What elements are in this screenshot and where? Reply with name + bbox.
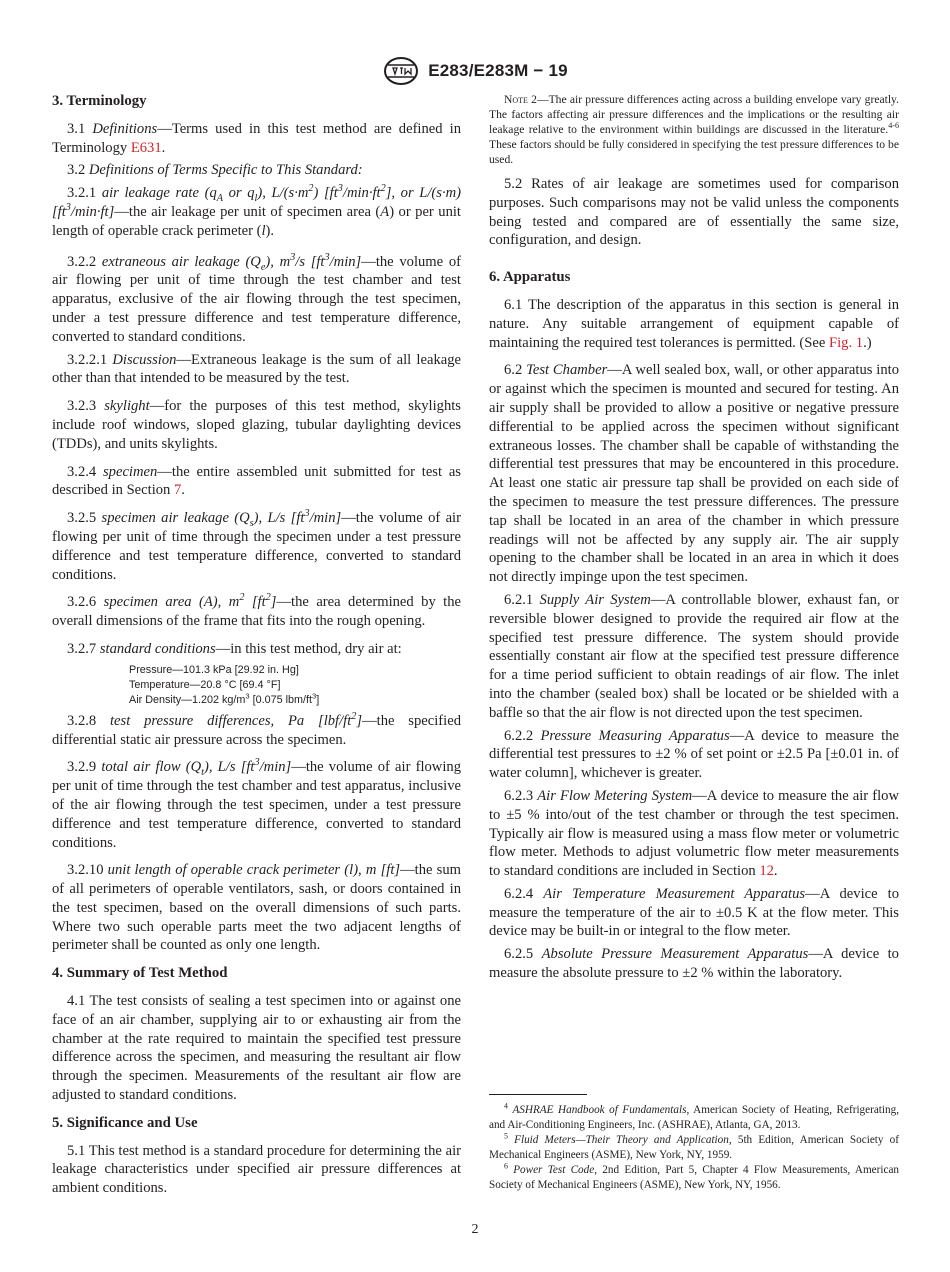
para-3-2-1: 3.2.1 air leakage rate ($q_A$ or $q_l$), $L/(s\cdot m^2)$ $[ft^3/\min\cdot ft^2]$, or L/(s·m) $[ft^3/\min\cdot ft]—the$ air leakage per unit of specimen area (A) or per unit length of operable crack perimeter (l).	[52, 183, 462, 239]
link-fig-1[interactable]: Fig. 1	[829, 334, 864, 351]
para-6-2-3: 6.2.3 Air Flow Metering System—A device to measure the air flow to ±5 % into/out of the test chamber or through the test specimen. Typically air flow is measured using a mass flow meter or volumetric flow meter. Methods to adjust volumetric flow meter measurements to standard conditions are included in Section 12.	[489, 787, 899, 880]
section-3-heading: 3. Terminology	[52, 93, 147, 109]
para-3-2-6: 3.2.6 specimen area (A), $m^2$ $[ft^2]—the$ area determined by the overall dimensions of the frame that fits into the rough opening.	[52, 592, 462, 630]
link-e631[interactable]: E631	[130, 139, 162, 156]
footnote-4: $^4$ ASHRAE Handbook of Fundamentals, American Society of Heating, Refrigerating, and Air-Conditioning Engineers, Inc. (ASHRAE), Atlanta, GA, 2013.	[489, 1101, 899, 1131]
para-5-1: 5.1 This test method is a standard procedure for determining the air leakage characteristics under specified air pressure differences at ambient conditions.	[52, 1142, 461, 1197]
para-3-2: 3.2 Definitions of Terms Specific to This Standard:	[67, 162, 363, 179]
footnote-5: $^5$ Fluid Meters—Their Theory and Application, 5th Edition, American Society of Mechanical Engineers (ASME), New York, NY, 1959.	[489, 1131, 899, 1161]
para-3-2-2: 3.2.2 extraneous air leakage $(Q_e)$, $m^3/s$ $[ft^3/\min]—the$ volume of air flowing per unit of time through the test chamber and test apparatus, exclusive of the air flowing through the test specimen, under a test pressure difference and test temperature difference, converted to standard conditions.	[52, 251, 461, 345]
para-3-2-5: 3.2.5 specimen air leakage $(Q_s)$, L/s $[ft^3/\min]—the$ volume of air flowing per unit of time through the specimen under a test pressure difference and test temperature difference, converted to standard conditions.	[52, 508, 461, 583]
condition-pressure: Pressure—101.3 kPa [29.92 in. Hg]	[129, 663, 299, 676]
para-3-2-10: 3.2.10 unit length of operable crack perimeter (l), m [ft]—the sum of all perimeters of operable ventilators, sash, or doors contained in the test specimen, based on the overall dimensions of such parts. Where two such operable parts meet the two adjacent lengths of perimeter shall be counted as only one length.	[52, 862, 462, 954]
footnote-6: $^6$ Power Test Code, 2nd Edition, Part 5, Chapter 4 Flow Measurements, American Society of Mechanical Engineers (ASME), New York, NY, 1956.	[489, 1161, 900, 1191]
footnote-divider	[489, 1094, 587, 1095]
para-5-2: 5.2 Rates of air leakage are sometimes used for comparison purposes. Such comparisons may not be valid unless the components being tested and compared are of essentially the same size, configuration, and design.	[489, 176, 899, 249]
note-2: Note 2—The air pressure differences acting across a building envelope vary greatly. The factors affecting air pressure differences and the implications or the resulting air leakage relative to the environment within buildings are discussed in the literature.$^{4-6}$ These factors should be fully considered in specifying the test pressure differences to be used.	[489, 93, 899, 166]
para-3-2-2-1: 3.2.2.1 Discussion—Extraneous leakage is the sum of all leakage other than that intended to be measured by the test.	[52, 351, 461, 387]
standard-conditions-list	[129, 663, 461, 708]
para-6-2-4: 6.2.4 Air Temperature Measurement Apparatus—A device to measure the temperature of the air to ±0.5 K at the flow meter. This device may be built-in or integral to the flow meter.	[489, 885, 899, 940]
left-column	[52, 92, 461, 1202]
designation: E283/E283M − 19	[428, 61, 568, 80]
para-6-2-2: 6.2.2 Pressure Measuring Apparatus—A device to measure the differential test pressures to ±2 % of set point or ±2.5 Pa [±0.01 in. of water column], whichever is greater.	[489, 727, 899, 782]
para-3-1: 3.1 Definitions—Terms used in this test method are defined in Terminology E631.	[52, 120, 461, 156]
footnotes	[489, 1103, 899, 1194]
para-3-2-9: 3.2.9 total air flow $(Q_t)$, L/s $[ft^3/\min]—the$ volume of air flowing per unit of time through the test chamber and test apparatus, inclusive of the air flowing through the test specimen, under a test pressure difference and test temperature difference, converted to standard conditions.	[52, 757, 461, 851]
para-3-2-3: 3.2.3 skylight—for the purposes of this test method, skylights include roof windows, sloped glazing, tubular daylighting devices (TDDs), and units skylights.	[52, 398, 461, 452]
condition-temperature: Temperature—20.8 °C [69.4 °F]	[129, 678, 281, 691]
para-3-2-8: 3.2.8 test pressure differences, Pa $[lbf/ft^2]—the$ specified differential static air pressure across the specimen.	[52, 710, 461, 748]
para-6-1: 6.1 The description of the apparatus in this section is general in nature. Any suitable arrangement of equipment capable of maintaining the required test tolerances is permitted. (See Fig. 1.)	[489, 296, 899, 351]
para-6-2: 6.2 Test Chamber—A well sealed box, wall, or other apparatus into or against which the specimen is mounted and secured for testing. An air supply shall be provided to allow a positive or negative pressure differential to be applied across the specimen without significant extraneous losses. The chamber shall be capable of withstanding the differential test pressures that may be encountered in this procedure. At least one static air pressure tap shall be provided on each side of the specimen to measure the test pressure differences. The pressure tap shall be located in an area of the chamber in which pressure readings will not be affected by any supply air. The air supply opening to the chamber shall be located in an area in which it does not directly impinge upon the test specimen.	[489, 362, 899, 586]
para-3-2-4: 3.2.4 specimen—the entire assembled unit submitted for test as described in Section 7.	[52, 463, 461, 499]
para-4-1: 4.1 The test consists of sealing a test specimen into or against one face of an air chamber, supplying air to or exhausting air from the chamber at the rate required to maintain the specified test pressure difference across the specimen, and measuring the resultant air flow through the specimen. Measurements of the resultant air flow are adjusted to standard conditions.	[52, 993, 461, 1104]
astm-logo-icon	[382, 56, 420, 86]
section-6-heading: 6. Apparatus	[489, 269, 571, 286]
section-4-heading: 4. Summary of Test Method	[52, 965, 228, 982]
condition-density: Air Density—1.202 $kg/m^3$ [0.075 lbm/$ft^3$]	[129, 691, 320, 706]
link-section-12[interactable]: 12	[759, 863, 774, 880]
page-header	[0, 56, 950, 86]
section-5-heading: 5. Significance and Use	[52, 1114, 198, 1131]
para-6-2-1: 6.2.1 Supply Air System—A controllable blower, exhaust fan, or reversible blower designed to provide the required air flow at the specified test pressure difference. The system should provide essentially constant air flow at the specified test pressure difference for a time period sufficient to obtain readings of air flow. The inlet into the chamber (sealed box) shall be located or be shielded with a baffle so that the air flow is not directed upon the test specimen.	[489, 591, 899, 721]
right-column	[489, 92, 899, 987]
para-3-2-7: 3.2.7 standard conditions—in this test method, dry air at:	[67, 640, 402, 657]
link-section-7[interactable]: 7	[174, 482, 182, 499]
para-6-2-5: 6.2.5 Absolute Pressure Measurement Apparatus—A device to measure the absolute pressure to ±2 % within the laboratory.	[489, 946, 899, 982]
page-number: 2	[471, 1222, 479, 1237]
